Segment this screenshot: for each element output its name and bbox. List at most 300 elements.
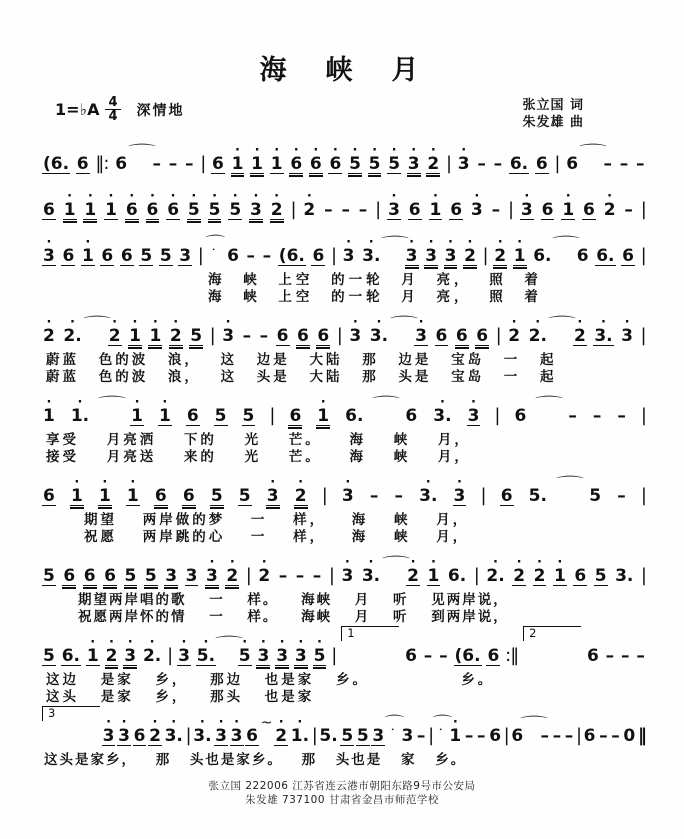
barline: | bbox=[428, 725, 434, 746]
octave-dot-above: · bbox=[461, 143, 467, 158]
barline: | bbox=[640, 325, 646, 346]
note: · 3 bbox=[206, 555, 218, 586]
note: · 5 bbox=[208, 189, 221, 220]
note: · 6 bbox=[309, 143, 322, 174]
note: 5. bbox=[528, 486, 547, 506]
ornament-mark: ~ bbox=[260, 715, 271, 731]
notes-row bbox=[0, 395, 684, 432]
note: · 3. bbox=[369, 315, 389, 346]
note: · 1 bbox=[449, 715, 462, 746]
octave-dot-above: · bbox=[112, 315, 118, 330]
octave-dot-above: · bbox=[173, 315, 179, 330]
slur-arc: ⌒ bbox=[381, 236, 410, 252]
note: · 5 bbox=[388, 143, 401, 174]
lyrics-row: 这头 是家 乡， 那头 也是家 bbox=[46, 689, 315, 705]
note: · 3 bbox=[178, 635, 190, 666]
score-line bbox=[0, 626, 684, 706]
note: 6 bbox=[154, 486, 167, 506]
note: · 3 bbox=[470, 189, 483, 220]
slur-arc: ⌒ bbox=[98, 396, 127, 412]
lyrics-row: 海 峡 上空 的一轮 月 亮， 照 着 bbox=[208, 272, 542, 288]
note: – bbox=[619, 154, 629, 174]
octave-dot-above: · bbox=[391, 189, 397, 204]
note: 6 bbox=[120, 246, 133, 266]
note: · 1 bbox=[98, 475, 111, 506]
note: · 2. bbox=[63, 315, 82, 346]
note: 6 bbox=[574, 566, 587, 586]
note: 5 bbox=[356, 726, 369, 746]
notes-row bbox=[0, 555, 684, 592]
note: · 5 bbox=[368, 143, 381, 174]
octave-dot-above: · bbox=[212, 189, 218, 204]
note: · 6 bbox=[146, 189, 159, 220]
note: · 3. bbox=[361, 555, 381, 586]
note: 5 bbox=[210, 486, 223, 506]
octave-dot-above: · bbox=[152, 715, 158, 730]
octave-dot-above: · bbox=[274, 189, 280, 204]
note: · 3 bbox=[415, 315, 427, 346]
note: · 6 bbox=[167, 189, 180, 220]
octave-dot-above: · bbox=[524, 189, 530, 204]
note: – bbox=[278, 566, 288, 586]
note: · 6 bbox=[290, 143, 303, 174]
note: – bbox=[262, 246, 272, 266]
composer-credit: 朱发雄 曲 bbox=[522, 115, 584, 130]
slur-arc: ⌒ bbox=[389, 316, 418, 332]
note: 6 bbox=[101, 246, 114, 266]
notes-row bbox=[0, 235, 684, 272]
note: 6 bbox=[514, 406, 527, 426]
barline: | bbox=[290, 199, 296, 220]
note: · 1 bbox=[317, 395, 330, 426]
barline: | bbox=[494, 405, 500, 426]
notes-row bbox=[0, 475, 684, 512]
note: · 1 bbox=[63, 189, 76, 220]
octave-dot-above: · bbox=[90, 635, 96, 650]
octave-dot-above: · bbox=[298, 475, 304, 490]
note: · 3 bbox=[425, 235, 437, 266]
note: · 3 bbox=[444, 235, 457, 266]
octave-dot-above: · bbox=[425, 475, 431, 490]
note: 6 bbox=[405, 406, 418, 426]
barline: | bbox=[554, 153, 560, 174]
barline: | bbox=[473, 565, 479, 586]
octave-dot-above: · bbox=[102, 475, 108, 490]
note: 6 bbox=[182, 486, 195, 506]
note: 6 bbox=[246, 726, 258, 746]
octave-dot-above: · bbox=[352, 143, 358, 158]
note: – bbox=[242, 326, 252, 346]
note: – bbox=[599, 726, 608, 746]
lyrics-row: 这边 是家 乡， 那边 也是家 乡。 乡。 bbox=[46, 672, 495, 688]
note: – bbox=[636, 646, 645, 666]
note: 6 bbox=[62, 246, 75, 266]
score-line bbox=[0, 315, 684, 386]
octave-dot-above: · bbox=[70, 315, 75, 330]
note: 6 bbox=[586, 646, 599, 666]
note: 6 bbox=[566, 154, 579, 174]
note: – bbox=[324, 200, 333, 220]
lyrics-row: 海 峡 上空 的一轮 月 亮， 照 着 bbox=[208, 289, 542, 305]
note: · 1 bbox=[129, 315, 141, 346]
slur-arc: ⌒ bbox=[535, 396, 564, 412]
lyricist-address: 张立国 222006 江苏省连云港市朝阳东路9号市公安局 bbox=[208, 780, 476, 792]
notes-row bbox=[0, 706, 684, 752]
note: 5 bbox=[140, 246, 153, 266]
note: · 1 bbox=[126, 475, 139, 506]
octave-dot-above: · bbox=[181, 635, 187, 650]
barline: | bbox=[640, 405, 646, 426]
octave-dot-above: · bbox=[306, 189, 312, 204]
barline: | bbox=[482, 245, 488, 266]
octave-dot-above: · bbox=[149, 635, 155, 650]
note: · 1 bbox=[105, 189, 117, 220]
note: 6 bbox=[133, 726, 146, 746]
octave-dot-above: · bbox=[242, 635, 248, 650]
note: 6 bbox=[227, 246, 239, 266]
note: 6 bbox=[408, 200, 421, 220]
note: 6. bbox=[447, 566, 467, 586]
note: 5 bbox=[43, 566, 55, 586]
note: · 3 bbox=[43, 235, 55, 266]
octave-dot-above: · bbox=[85, 235, 91, 250]
octave-dot-above: · bbox=[121, 715, 127, 730]
octave-dot-above: · bbox=[134, 395, 140, 410]
octave-dot-above: · bbox=[497, 235, 503, 250]
notes-row bbox=[0, 315, 684, 352]
barline: | bbox=[200, 153, 206, 174]
octave-dot-above: · bbox=[170, 189, 176, 204]
octave-dot-above: · bbox=[132, 315, 138, 330]
note: · 2 bbox=[169, 315, 182, 346]
note: · 1 bbox=[158, 395, 171, 426]
note: · 3 bbox=[230, 715, 243, 746]
octave-dot-above: · bbox=[376, 315, 382, 330]
lyrics-row: 这头是家乡， 那 头也是家乡。 那 头也是 家 乡。 bbox=[44, 752, 467, 768]
octave-dot-above: · bbox=[344, 555, 350, 570]
octave-dot-above: · bbox=[517, 235, 523, 250]
octave-dot-above: · bbox=[352, 315, 358, 330]
note: – bbox=[568, 406, 577, 426]
note: · 2 bbox=[508, 315, 521, 346]
note: · 3. bbox=[419, 475, 438, 506]
score-line bbox=[0, 143, 684, 180]
note: · 1 bbox=[70, 475, 83, 506]
note: – bbox=[312, 566, 322, 586]
octave-dot-above: · bbox=[77, 395, 83, 410]
slur-arc: ⌒ bbox=[578, 144, 607, 160]
notes-row bbox=[0, 626, 684, 672]
note: 3 bbox=[179, 246, 192, 266]
octave-dot-above: · bbox=[346, 235, 352, 250]
note: · 3 bbox=[467, 395, 480, 426]
note: 6 bbox=[115, 154, 128, 174]
octave-dot-above: · bbox=[46, 395, 52, 410]
octave-dot-above: · bbox=[467, 235, 473, 250]
note: 6 bbox=[63, 566, 76, 586]
note: · 2 bbox=[275, 715, 288, 746]
note: 3 bbox=[165, 566, 178, 586]
octave-dot-above: · bbox=[474, 189, 480, 204]
octave-dot-above: · bbox=[162, 395, 168, 410]
score-line bbox=[0, 189, 684, 226]
note: – bbox=[493, 154, 503, 174]
time-signature bbox=[105, 97, 120, 122]
octave-dot-above: · bbox=[471, 395, 476, 410]
octave-dot-above: · bbox=[601, 315, 606, 330]
slur-arc: ⌒ bbox=[381, 556, 410, 572]
octave-dot-above: · bbox=[332, 143, 338, 158]
barline: | bbox=[328, 565, 334, 586]
note: – bbox=[341, 200, 350, 220]
octave-dot-above: · bbox=[418, 315, 424, 330]
note: 3 bbox=[185, 566, 198, 586]
octave-dot-above: · bbox=[235, 143, 240, 158]
contact-footer bbox=[0, 779, 684, 807]
note: 6 bbox=[576, 246, 589, 266]
note: – bbox=[617, 406, 626, 426]
octave-dot-above: · bbox=[320, 395, 326, 410]
note: 5 bbox=[341, 726, 354, 746]
slur-arc: ⌒ bbox=[83, 316, 112, 332]
note: – bbox=[246, 246, 256, 266]
note: · 1 bbox=[270, 143, 283, 174]
octave-dot-above: · bbox=[535, 315, 541, 330]
note: · 3 bbox=[349, 315, 362, 346]
score-header bbox=[0, 97, 684, 137]
slur-arc: ⌒ bbox=[127, 144, 156, 160]
note: 6 bbox=[83, 566, 96, 586]
octave-dot-above: · bbox=[74, 475, 80, 490]
note: 6 bbox=[500, 486, 513, 506]
note: · 2 bbox=[573, 315, 586, 346]
octave-dot-above: · bbox=[270, 475, 276, 490]
barline: | bbox=[321, 485, 327, 506]
note: – bbox=[464, 726, 474, 746]
note: 6 bbox=[583, 200, 595, 220]
barline: ‖: bbox=[95, 153, 109, 174]
octave-dot-above: · bbox=[410, 555, 416, 570]
slur-arc: ⌒ bbox=[214, 636, 243, 652]
note: · 2 bbox=[427, 143, 440, 174]
score-line bbox=[0, 555, 684, 626]
octave-dot-above: · bbox=[298, 635, 304, 650]
composer-address: 朱发雄 737100 甘肃省金昌市师范学校 bbox=[245, 794, 439, 806]
note: – bbox=[358, 200, 368, 220]
note: · 3 bbox=[407, 143, 420, 174]
note: · 1 bbox=[81, 235, 94, 266]
note: 6 bbox=[583, 726, 596, 746]
note: – bbox=[603, 154, 613, 174]
note: · 1 bbox=[149, 315, 162, 346]
note: · 2 bbox=[533, 555, 546, 586]
note: – bbox=[592, 406, 602, 426]
barline: | bbox=[330, 245, 337, 266]
note: – bbox=[624, 200, 633, 220]
score-body bbox=[0, 137, 684, 769]
octave-dot-above: · bbox=[108, 189, 114, 204]
note: 6 bbox=[622, 246, 634, 266]
octave-dot-above: · bbox=[279, 635, 285, 650]
octave-dot-above: · bbox=[439, 395, 445, 410]
note: – bbox=[423, 646, 433, 666]
note: – bbox=[552, 726, 562, 746]
note: 6 bbox=[317, 326, 330, 346]
note: · 1 bbox=[231, 143, 244, 174]
note: 6 bbox=[276, 326, 289, 346]
octave-dot-above: · bbox=[516, 555, 522, 570]
note: 6 bbox=[104, 566, 116, 586]
note: · 5 bbox=[187, 189, 200, 220]
octave-dot-above: · bbox=[456, 475, 462, 490]
note: – bbox=[617, 486, 626, 506]
octave-dot-above: · bbox=[127, 635, 133, 650]
octave-dot-above: · bbox=[260, 635, 266, 650]
note: · 2 bbox=[43, 315, 55, 346]
octave-dot-above: · bbox=[493, 555, 498, 570]
note: · 2 bbox=[294, 475, 307, 506]
lyrics-row: 祝愿 两岸跳的心 一 样， 海 峡 月， bbox=[84, 529, 470, 545]
note: · 2 bbox=[226, 555, 239, 586]
note: · 1. bbox=[290, 715, 310, 746]
slur-arc: ⌒ bbox=[519, 716, 548, 732]
note: 3 bbox=[401, 726, 414, 746]
note: 6 bbox=[405, 646, 417, 666]
note: – bbox=[636, 154, 645, 174]
note: 6. bbox=[533, 246, 552, 266]
note: · 2 bbox=[270, 189, 283, 220]
note: 5 bbox=[238, 486, 251, 506]
note: · 3 bbox=[276, 635, 289, 666]
note: – bbox=[564, 726, 574, 746]
fermata-mark: ⌒ · bbox=[432, 718, 449, 728]
octave-dot-above: · bbox=[297, 715, 303, 730]
octave-dot-above: · bbox=[218, 715, 224, 730]
octave-dot-above: · bbox=[109, 635, 114, 650]
note: 5 bbox=[589, 486, 602, 506]
note: · 3 bbox=[342, 235, 355, 266]
note: – bbox=[295, 566, 305, 586]
fermata-mark: ⌒ · bbox=[206, 238, 223, 248]
octave-dot-above: · bbox=[46, 235, 52, 250]
lyrics-row: 蔚蓝 色的波 浪， 这 边是 大陆 那 边是 宝岛 一 起 bbox=[46, 352, 557, 368]
octave-dot-above: · bbox=[372, 143, 378, 158]
meter-numerator: 4 bbox=[105, 97, 120, 110]
slur-arc: ⌒ bbox=[548, 316, 577, 332]
note: · 5. bbox=[196, 635, 216, 666]
octave-dot-above: · bbox=[428, 235, 434, 250]
note: · 1 bbox=[562, 189, 575, 220]
octave-dot-above: · bbox=[511, 315, 517, 330]
barline: | bbox=[640, 199, 646, 220]
note: · 2 bbox=[258, 555, 271, 586]
note: – bbox=[621, 646, 630, 666]
note: – bbox=[605, 646, 615, 666]
note: · 1. bbox=[70, 395, 90, 426]
octave-dot-above: · bbox=[203, 635, 209, 650]
octave-dot-above: · bbox=[368, 235, 374, 250]
note: · 2. bbox=[486, 555, 505, 586]
octave-dot-above: · bbox=[537, 555, 542, 570]
note: 6 bbox=[186, 406, 199, 426]
octave-dot-above: · bbox=[232, 189, 238, 204]
note: · 3 bbox=[341, 475, 354, 506]
note: (6. bbox=[43, 154, 70, 174]
note: – bbox=[477, 154, 486, 174]
octave-dot-above: · bbox=[106, 715, 112, 730]
note: 6 bbox=[511, 726, 524, 746]
lyrics-row: 祝愿两岸怀的情 一 样。 海峡 月 听 到两岸说， bbox=[78, 609, 509, 625]
barline: | bbox=[331, 645, 337, 666]
octave-dot-above: · bbox=[234, 715, 240, 730]
key-label: 1=♭A bbox=[55, 100, 100, 119]
note: 6 bbox=[43, 200, 55, 220]
note: · 3 bbox=[621, 315, 634, 346]
note: · 3 bbox=[405, 235, 418, 266]
note: · 2 bbox=[105, 635, 118, 666]
barline: | bbox=[575, 725, 582, 746]
fermata-mark: ⌒ · bbox=[384, 718, 401, 728]
barline: | bbox=[507, 199, 514, 220]
note: 5 bbox=[144, 566, 157, 586]
lyrics-row: 期望 两岸做的梦 一 样， 海 峡 月， bbox=[84, 512, 470, 528]
note: – bbox=[491, 200, 501, 220]
octave-dot-above: · bbox=[565, 189, 571, 204]
note: · 3 bbox=[341, 555, 354, 586]
note: – bbox=[540, 726, 550, 746]
note: 5. bbox=[319, 726, 338, 746]
note: · 3. bbox=[433, 395, 452, 426]
octave-dot-above: · bbox=[430, 555, 436, 570]
note: 6 bbox=[541, 200, 554, 220]
note: · 3 bbox=[124, 635, 137, 666]
note: 3. bbox=[615, 566, 634, 586]
notes-row bbox=[0, 189, 684, 226]
barline: | bbox=[269, 405, 275, 426]
octave-dot-above: · bbox=[129, 189, 135, 204]
barline: | bbox=[640, 565, 646, 586]
note: · 2 bbox=[108, 315, 121, 346]
octave-dot-above: · bbox=[191, 189, 197, 204]
notes-row bbox=[0, 143, 684, 180]
note: · 3 bbox=[388, 189, 400, 220]
note: 5 bbox=[124, 566, 137, 586]
note: · 3 bbox=[294, 635, 307, 666]
tempo-marking: 深情地 bbox=[136, 102, 185, 119]
octave-dot-above: · bbox=[225, 315, 231, 330]
octave-dot-above: · bbox=[577, 315, 583, 330]
song-title: 海 峡 月 bbox=[259, 55, 425, 86]
note: · 3. bbox=[594, 315, 613, 346]
note: · 5 bbox=[229, 189, 242, 220]
lyrics-row: 享受 月亮洒 下的 光 芒。 海 峡 月， bbox=[46, 432, 471, 448]
note: – bbox=[152, 154, 161, 174]
octave-dot-above: · bbox=[67, 189, 73, 204]
barline: | bbox=[209, 325, 215, 346]
note: 3 bbox=[372, 726, 385, 746]
octave-dot-above: · bbox=[274, 143, 280, 158]
note: · 3. bbox=[164, 715, 183, 746]
note: – bbox=[184, 154, 194, 174]
lyrics-row: 接受 月亮送 来的 光 芒。 海 峡 月， bbox=[46, 449, 471, 465]
octave-dot-above: · bbox=[261, 555, 267, 570]
octave-dot-above: · bbox=[149, 189, 155, 204]
slur-arc: ⌒ bbox=[556, 476, 585, 492]
note: 5 bbox=[159, 246, 172, 266]
octave-dot-above: · bbox=[452, 715, 458, 730]
octave-dot-above: · bbox=[411, 143, 417, 158]
barline: | bbox=[167, 645, 173, 666]
